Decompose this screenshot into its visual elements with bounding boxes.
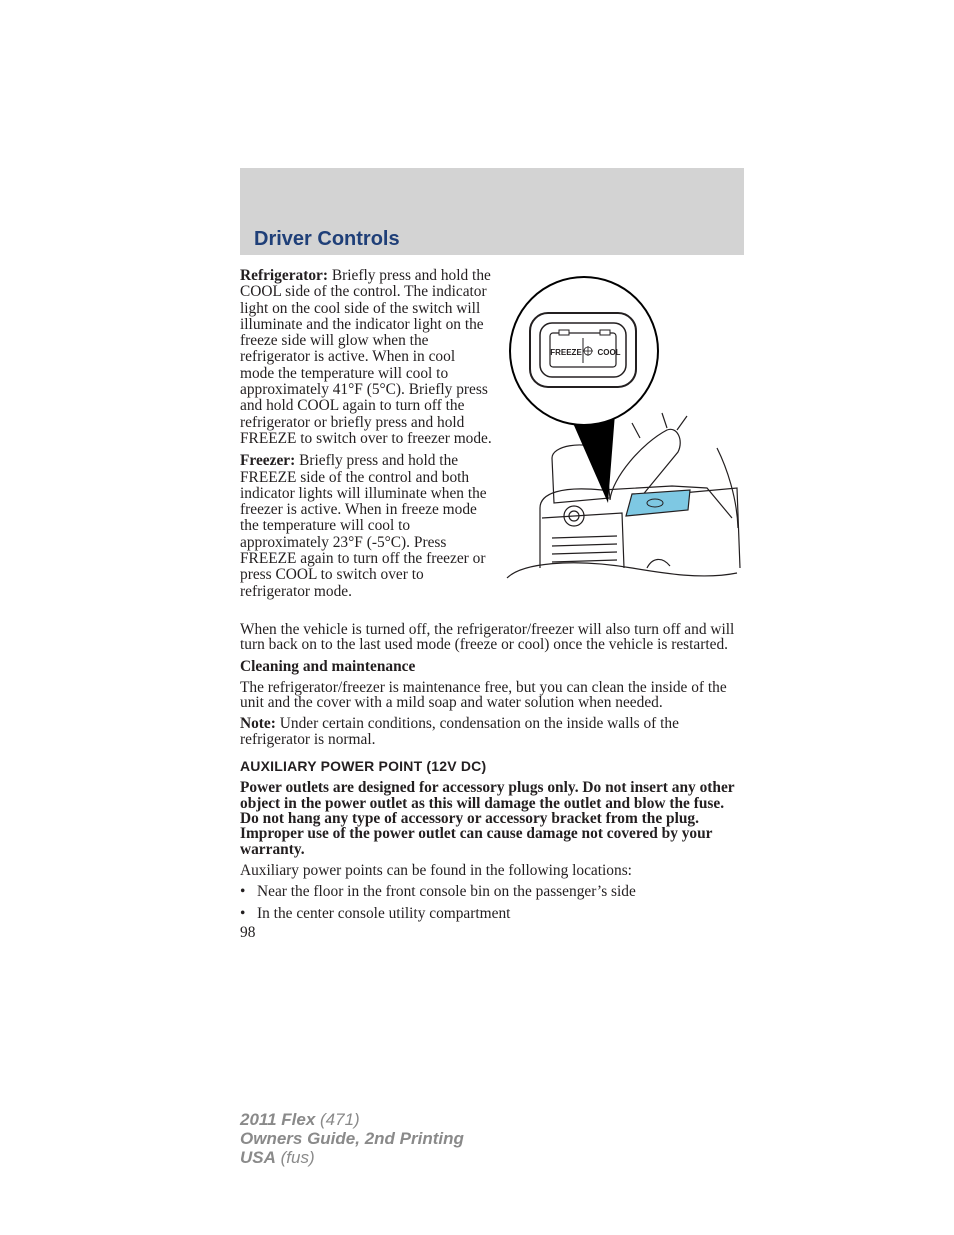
bullet-icon: •: [240, 883, 246, 901]
bullet-icon: •: [240, 905, 246, 923]
refrigerator-control-illustration: [492, 268, 746, 593]
aux-power-intro: Auxiliary power points can be found in the following locations:: [240, 861, 632, 879]
list-item: • Near the floor in the front console bin on the passenger’s side: [240, 883, 636, 901]
freezer-paragraph: [240, 453, 492, 600]
refrigerator-text: Briefly press and hold the COOL side of the control. The indicator light on the cool side of the switch will illuminate and the indicator light on the freeze side will glow when the refrigerator is active. When in cool mode the temperature will cool to approximately 41°F (5°C). Briefly press and hold COOL again to turn off the refrigerator or briefly press and hold FREEZE to switch over to freezer mode.: [240, 267, 492, 447]
aux-power-heading: AUXILIARY POWER POINT (12V DC): [240, 758, 487, 775]
section-header-band: [240, 168, 744, 255]
left-text-column: [240, 268, 492, 606]
footer-model-line: 2011 Flex (471): [240, 1110, 360, 1129]
freezer-text: Briefly press and hold the FREEZE side of the control and both indicator lights will illuminate when the freezer is active. When in freeze mode the temperature will cool to approximately 23°F (-5°C). Press FREEZE again to turn off the freezer or press COOL to switch over to refrigerator mode.: [240, 452, 487, 600]
page-number: 98: [240, 923, 256, 941]
freezer-label: Freezer:: [240, 452, 296, 470]
note-text: Under certain conditions, condensation on the inside walls of the refrigerator is normal.: [240, 715, 679, 748]
section-title: Driver Controls: [254, 228, 400, 250]
cleaning-paragraph: The refrigerator/freezer is maintenance free, but you can clean the inside of the unit and the cover with a mild soap and water solution when needed.: [240, 678, 727, 712]
document-footer: [240, 1110, 464, 1167]
cleaning-heading: Cleaning and maintenance: [240, 657, 416, 675]
note-paragraph: [240, 716, 746, 747]
list-item: • In the center console utility compartment: [240, 905, 511, 923]
footer-market-line: USA (fus): [240, 1148, 315, 1167]
refrigerator-paragraph: [240, 268, 492, 447]
freeze-switch-label: FREEZE: [550, 348, 582, 357]
note-label: Note:: [240, 715, 276, 733]
refrigerator-label: Refrigerator:: [240, 267, 329, 284]
aux-power-warning: Power outlets are designed for accessory plugs only. Do not insert any other object in the power outlet as this will damage the outlet and blow the fuse. Do not hang any type of accessory or accessory bracket from the plug. Improper use of the power outlet can cause damage not covered by your warranty.: [240, 779, 735, 858]
cool-switch-label: COOL: [597, 348, 621, 357]
main-text-column: [240, 622, 746, 946]
vehicle-off-paragraph: When the vehicle is turned off, the refrigerator/freezer will also turn off and will turn back on to the last used mode (freeze or cool) once the vehicle is restarted.: [240, 621, 735, 654]
footer-guide-line: Owners Guide, 2nd Printing: [240, 1129, 464, 1148]
